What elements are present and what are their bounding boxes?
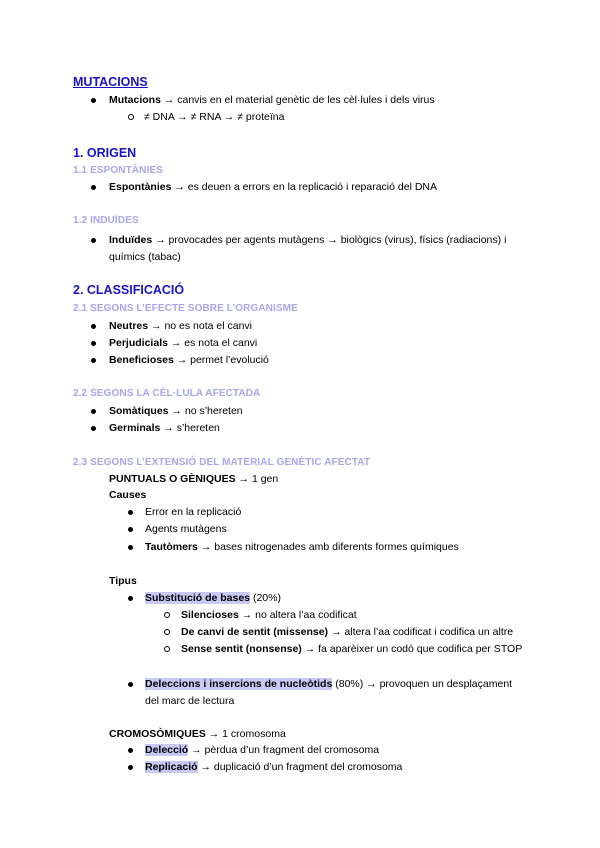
substitucio-item: Substitució de bases (20%)	[145, 592, 281, 604]
bullet-icon	[128, 527, 133, 532]
subsection-1-1-heading: 1.1 ESPONTÀNIES	[73, 165, 163, 176]
subsection-1-2-heading: 1.2 INDUÏDES	[73, 215, 139, 226]
circle-bullet-icon	[164, 612, 170, 618]
bullet-icon	[91, 185, 96, 190]
subsection-2-2-heading: 2.2 SEGONS LA CÈL·LULA AFECTADA	[73, 388, 261, 399]
delecions-item: Deleccions i insercions de nucleòtids (80%) → provoquen un desplaçament	[145, 678, 513, 690]
circle-bullet-icon	[128, 114, 134, 120]
list-item: Silencioses → no altera l’aa codificat	[181, 609, 357, 621]
list-item: Germinals → s’hereten	[109, 422, 220, 434]
subsection-2-3-heading: 2.3 SEGONS L’EXTENSIÓ DEL MATERIAL GENÈTIC AFECTAT	[73, 457, 371, 468]
bullet-icon	[91, 324, 96, 329]
list-item: Perjudicials → es nota el canvi	[109, 337, 258, 349]
induides-item: Induïdes → provocades per agents mutàgens → biològics (virus), físics (radiacions) i	[109, 234, 507, 246]
bullet-icon	[128, 748, 133, 753]
list-item: Beneficioses → permet l’evolució	[109, 354, 269, 366]
circle-bullet-icon	[164, 629, 170, 635]
section-2-heading: 2. CLASSIFICACIÓ	[73, 283, 185, 297]
list-item: Replicació → duplicació d’un fragment del cromosoma	[145, 761, 403, 773]
delecions-item-continued: del marc de lectura	[145, 695, 235, 707]
tipus-label: Tipus	[109, 575, 137, 587]
list-item: Somàtiques → no s’hereten	[109, 405, 243, 417]
list-item: Delecció → pèrdua d’un fragment del cromosoma	[145, 744, 380, 756]
list-item: Neutres → no es nota el canvi	[109, 320, 253, 332]
bullet-icon	[91, 238, 96, 243]
bullet-icon	[128, 545, 133, 550]
induides-item-continued: químics (tabac)	[109, 251, 181, 263]
causes-label: Causes	[109, 489, 147, 501]
bullet-icon	[91, 98, 96, 103]
circle-bullet-icon	[164, 646, 170, 652]
list-item: Sense sentit (nonsense) → fa aparèixer un codó que codifica per STOP	[181, 643, 523, 655]
list-item: De canvi de sentit (missense) → altera l’aa codificat i codifica un altre	[181, 626, 514, 638]
section-1-heading: 1. ORIGEN	[73, 146, 137, 160]
bullet-icon	[128, 596, 133, 601]
bullet-icon	[128, 682, 133, 687]
list-item: Error en la replicació	[145, 506, 242, 518]
bullet-icon	[128, 510, 133, 515]
bullet-icon	[128, 765, 133, 770]
cromosomiques-heading: CROMOSÒMIQUES → 1 cromosoma	[109, 728, 286, 740]
list-item: Agents mutàgens	[145, 523, 227, 535]
bullet-icon	[91, 409, 96, 414]
intro-definition: Mutacions → canvis en el material genètic de les cèl·lules i dels virus	[109, 94, 435, 106]
list-item: Tautòmers → bases nitrogenades amb diferents formes químiques	[145, 541, 459, 553]
espontanies-item: Espontànies → es deuen a errors en la replicació i reparació del DNA	[109, 181, 437, 193]
subsection-2-1-heading: 2.1 SEGONS L’EFECTE SOBRE L’ORGANISME	[73, 303, 298, 314]
bullet-icon	[91, 358, 96, 363]
intro-subpoint: ≠ DNA → ≠ RNA → ≠ proteïna	[144, 111, 285, 123]
bullet-icon	[91, 426, 96, 431]
puntuals-heading: PUNTUALS O GÈNIQUES → 1 gen	[109, 473, 279, 485]
bullet-icon	[91, 341, 96, 346]
document-title: MUTACIONS	[73, 75, 148, 89]
